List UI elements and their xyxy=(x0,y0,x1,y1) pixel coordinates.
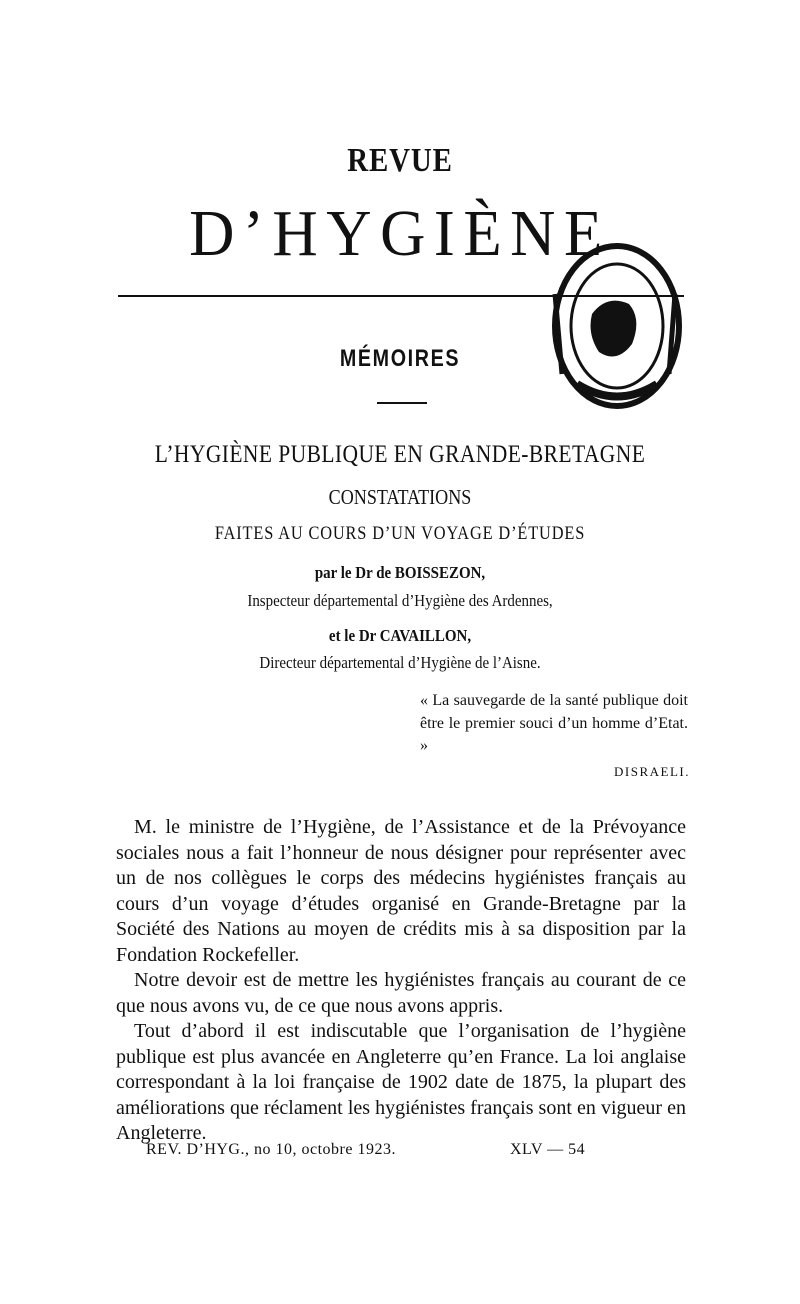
author-1-role: Inspecteur départemental d’Hygiène des Ardennes, xyxy=(247,591,553,610)
epigraph: « La sauvegarde de la santé publique doit être le premier souci d’un homme d’Etat. » xyxy=(420,692,688,754)
paragraph: Tout d’abord il est indiscutable que l’organisation de l’hygiène publique est plus avancée en Angleterre qu’en France. La loi anglaise correspondant à la loi française de 1902 date de 1875, la plupart des améliorations que réclament les hygiénistes français sont en vigueur en Angleterre. xyxy=(116,1020,686,1144)
paragraph: M. le ministre de l’Hygiène, de l’Assistance et de la Prévoyance sociales nous a fait l’honneur de nous désigner pour représenter avec un de nos collègues le corps des médecins hygiénistes français au cours d’un voyage d’études organisé en Grande-Bretagne par la Société des Nations au moyen de crédits mis à sa disposition par la Fondation Rockefeller. xyxy=(116,816,686,966)
library-stamp-icon xyxy=(537,234,687,416)
epigraph-author: DISRAELI. xyxy=(614,764,690,779)
footer-page: XLV — 54 xyxy=(510,1141,586,1158)
paragraph: Notre devoir est de mettre les hygiénistes français au courant de ce que nous avons vu, de ce que nous avons appris. xyxy=(116,969,686,1017)
journal-title-line1: REVUE xyxy=(347,142,453,179)
section-label: MÉMOIRES xyxy=(339,345,461,372)
article-subtitle-2: FAITES AU COURS D’UN VOYAGE D’ÉTUDES xyxy=(214,523,586,544)
article-subtitle: CONSTATATIONS xyxy=(328,485,472,509)
journal-title-line2: D’HYGIÈNE xyxy=(189,197,611,270)
footer-citation: REV. D’HYG., no 10, octobre 1923. xyxy=(146,1141,396,1158)
section-divider xyxy=(377,402,427,404)
author-2: et le Dr CAVAILLON, xyxy=(328,626,472,645)
author-1: par le Dr de BOISSEZON, xyxy=(314,563,486,582)
author-2-role: Directeur départemental d’Hygiène de l’Aisne. xyxy=(259,653,541,672)
article-title: L’HYGIÈNE PUBLIQUE EN GRANDE-BRETAGNE xyxy=(154,441,646,468)
article-body xyxy=(116,815,686,1147)
